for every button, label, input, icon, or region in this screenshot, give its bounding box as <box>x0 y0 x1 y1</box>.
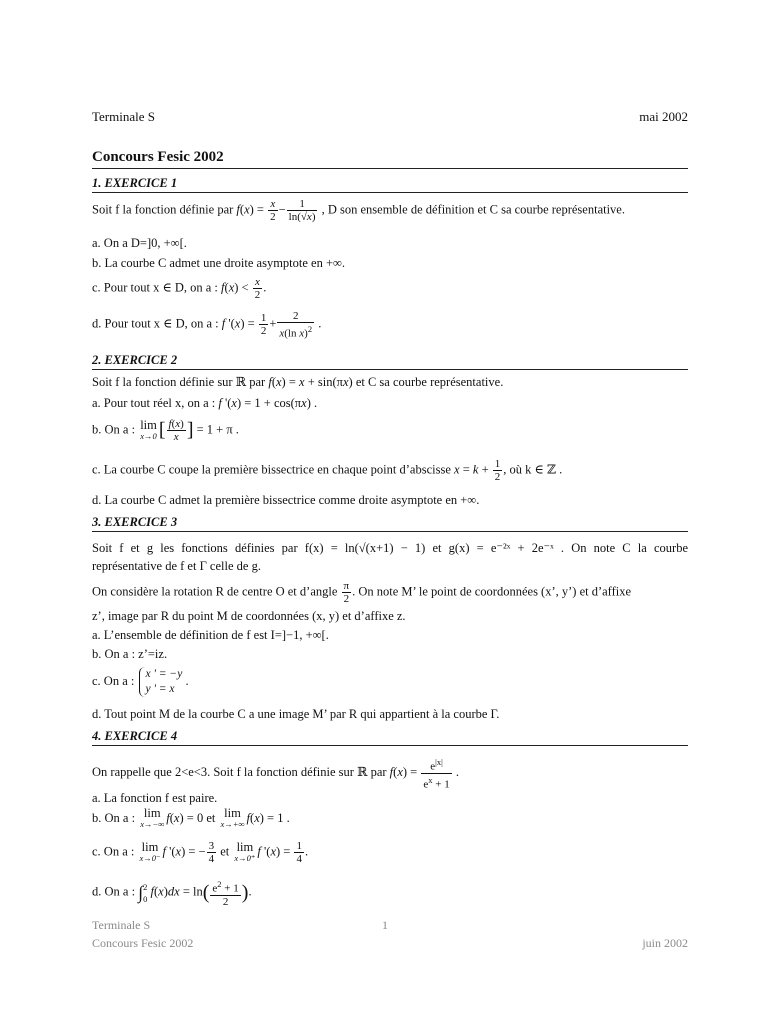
ex1-item-a: a. On a D=]0, +∞[. <box>92 236 187 250</box>
ex1-item-c: c. Pour tout x ∈ D, on a : f(x) < $\frac{x}{2}$ . <box>92 276 267 301</box>
footer-line-2 <box>92 936 688 951</box>
ex3-intro-line1: Soit f et g les fonctions définies par f(x) = ln(√(x+1) − 1) et g(x) = e⁻²ˣ + 2e⁻ˣ . On note C la courbe <box>92 541 688 555</box>
section-heading-4: 4. EXERCICE 4 <box>92 729 178 743</box>
ex3-item-a: a. L’ensemble de définition de f est I=]−1, +∞[. <box>92 628 329 642</box>
footer-title: Concours Fesic 2002 <box>92 936 194 950</box>
ex3-rotation-line1: On considère la rotation R de centre O et d’angle $\frac{\pi}{2}$ . On note M’ le point de coordonnées (x’, y’) et d’affixe <box>92 580 632 605</box>
header-date: mai 2002 <box>639 109 688 124</box>
page-header <box>92 109 688 125</box>
equation-system: x ' = −y y ' = x <box>139 667 182 697</box>
ex4-intro: On rappelle que 2<e<3. Soit f la fonction définie sur ℝ par f(x) = $\frac{e^{|x|}}{e^x + 1}$ . <box>92 757 459 791</box>
header-class: Terminale S <box>92 109 155 124</box>
ex1-intro: Soit f la fonction définie par f(x) = $\frac{x}{2}$ − $\frac{1}{\ln(√x)}$ , D son ensemble de définition et C sa courbe représentative. <box>92 198 625 223</box>
ex3-rotation-line2: z’, image par R du point M de coordonnées (x, y) et d’affixe z. <box>92 609 406 623</box>
section-rule-3 <box>92 531 688 532</box>
section-heading-3: 3. EXERCICE 3 <box>92 515 178 529</box>
ex4-item-a: a. La fonction f est paire. <box>92 791 218 805</box>
footer-date: juin 2002 <box>642 936 688 950</box>
ex3-intro-line2: représentative de f et Γ celle de g. <box>92 559 261 573</box>
section-rule-1 <box>92 192 688 193</box>
footer-line-1 <box>92 918 688 933</box>
section-heading-2: 2. EXERCICE 2 <box>92 353 178 367</box>
ex1-item-b: b. La courbe C admet une droite asymptote en +∞. <box>92 256 346 270</box>
section-heading-1: 1. EXERCICE 1 <box>92 176 178 190</box>
ex2-intro: Soit f la fonction définie sur ℝ par f(x) = x + sin(πx) et C sa courbe représentative. <box>92 375 504 389</box>
ex3-item-b: b. On a : z’=iz. <box>92 647 168 661</box>
title-rule <box>92 168 688 169</box>
ex4-item-d: d. On a : ∫2 0 f(x)dx = ln( $\frac{e^2 + 1}{2}$ ). <box>92 879 252 908</box>
ex1-item-d: d. Pour tout x ∈ D, on a : f '(x) = $\frac{1}{2}$ + $\frac{2}{x(\ln x)^2}$ . <box>92 310 322 340</box>
footer-class: Terminale S <box>92 918 151 932</box>
page-title: Concours Fesic 2002 <box>92 149 224 165</box>
ex2-item-b: b. On a : lim x→0 [ $\frac{f(x)}{x}$ ] = 1 + π . <box>92 417 239 443</box>
section-rule-4 <box>92 745 688 746</box>
section-rule-2 <box>92 369 688 370</box>
ex3-item-c: c. On a : x ' = −y y ' = x . <box>92 668 189 695</box>
ex2-item-d: d. La courbe C admet la première bissectrice comme droite asymptote en +∞. <box>92 493 480 507</box>
ex2-item-a: a. Pour tout réel x, on a : f '(x) = 1 + cos(πx) . <box>92 396 318 410</box>
ex2-item-c: c. La courbe C coupe la première bissectrice en chaque point d’abscisse x = k + $\frac{1}{2}$ , où k ∈ ℤ . <box>92 458 563 483</box>
ex4-item-b: b. On a : lim x→−∞ f(x) = 0 et lim x→+∞ f(x) = 1 . <box>92 806 290 829</box>
ex4-item-c: c. On a : lim x→0⁻ f '(x) = − $\frac{3}{4}$ et lim x→0⁺ f '(x) = $\frac{1}{4}$ . <box>92 839 309 865</box>
ex3-item-d: d. Tout point M de la courbe C a une image M’ par R qui appartient à la courbe Γ. <box>92 707 500 721</box>
page-number: 1 <box>382 918 388 932</box>
